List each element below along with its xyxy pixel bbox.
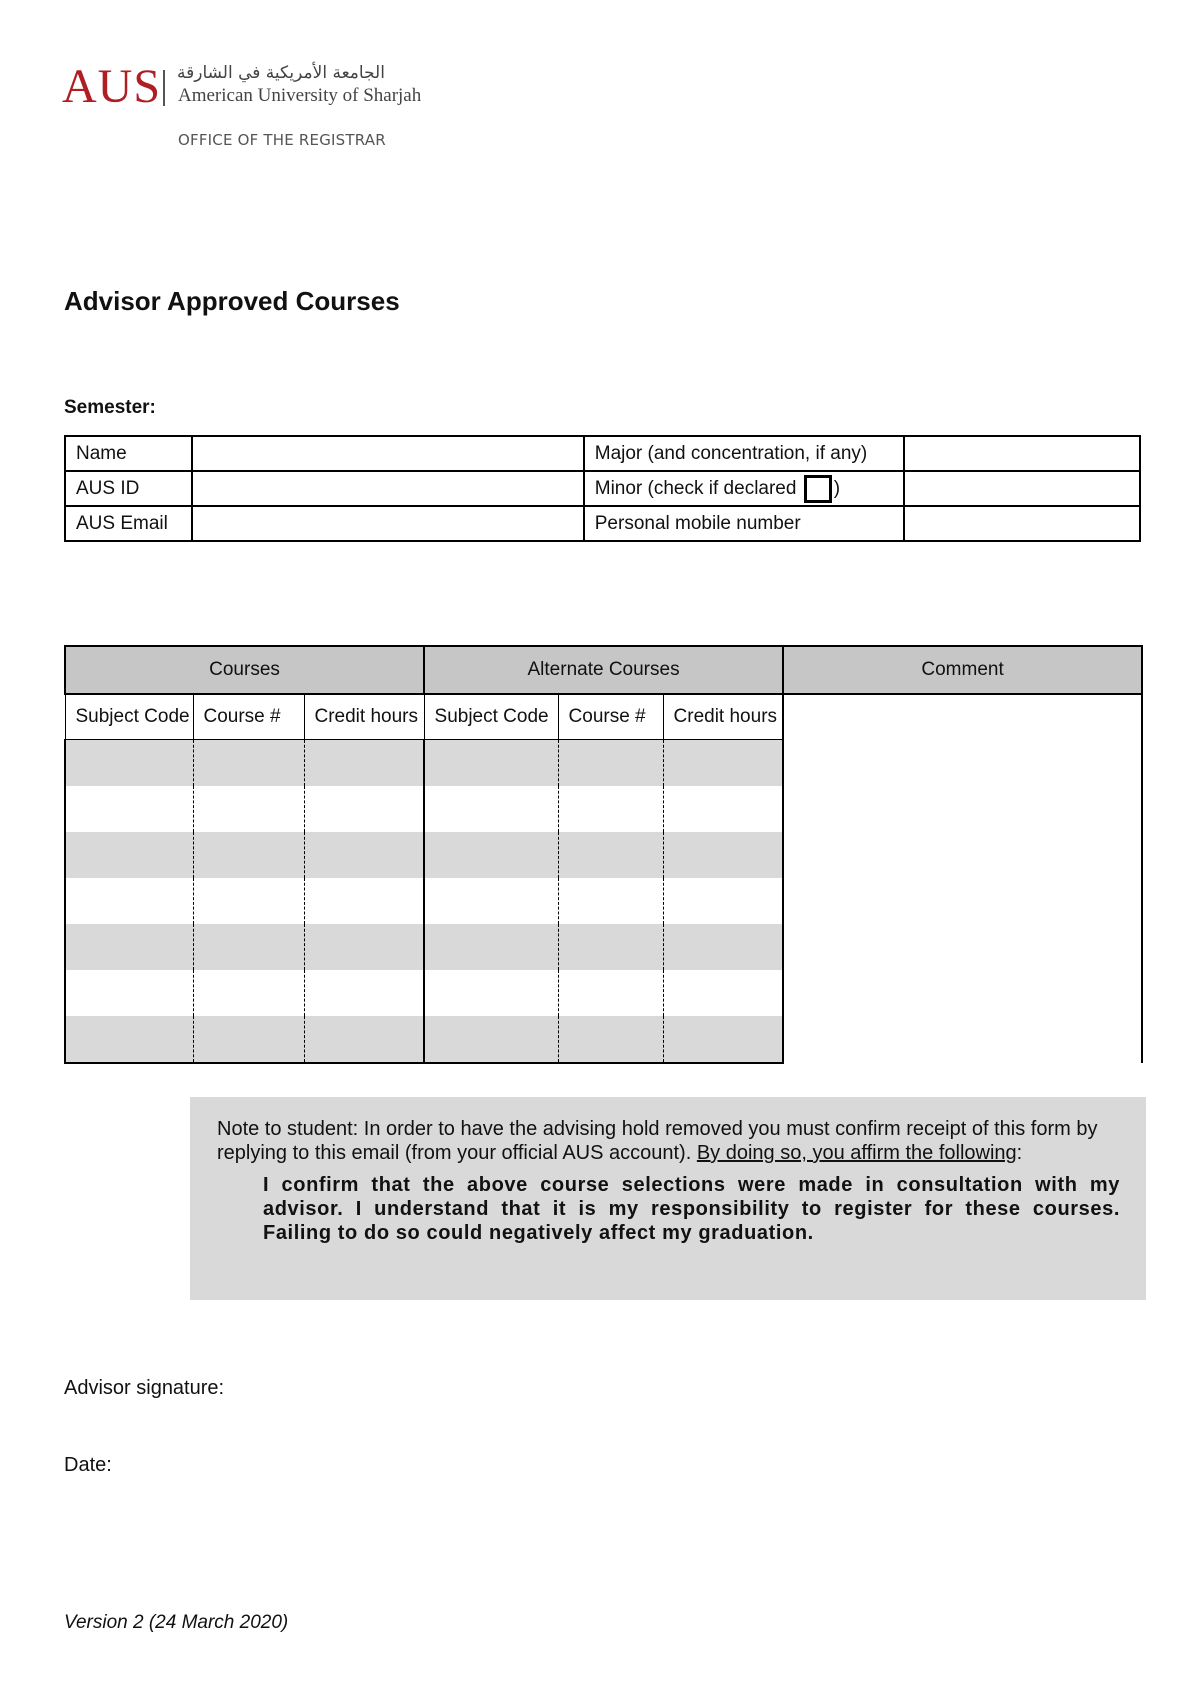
credit-hours-cell[interactable] xyxy=(304,740,424,787)
comment-group-header: Comment xyxy=(783,646,1142,694)
name-label: Name xyxy=(65,436,192,471)
advisor-signature-label: Advisor signature: xyxy=(64,1377,225,1399)
minor-label-close: ) xyxy=(833,477,841,499)
minor-declared-checkbox[interactable] xyxy=(804,475,832,503)
affirmation-statement: I confirm that the above course selections were made in consultation with my advisor. I understand that it is my responsibility to register for these courses. Failing to do so could negatively affect my graduation. xyxy=(263,1174,1120,1244)
name-field[interactable] xyxy=(192,436,584,471)
course-number-cell[interactable] xyxy=(193,1016,304,1063)
note-colon: : xyxy=(1016,1142,1023,1164)
col-alt-credit-hours: Credit hours xyxy=(663,694,783,740)
col-alt-course-number: Course # xyxy=(558,694,663,740)
col-alt-subject-code: Subject Code xyxy=(424,694,558,740)
col-credit-hours: Credit hours xyxy=(304,694,424,740)
alt-credit-hours-cell[interactable] xyxy=(663,878,783,924)
note-underlined: By doing so, you affirm the following xyxy=(696,1142,1017,1164)
alt-course-number-cell[interactable] xyxy=(558,786,663,832)
major-field[interactable] xyxy=(904,436,1140,471)
course-number-cell[interactable] xyxy=(193,786,304,832)
note-intro: Note to student: In order to have the advising hold removed you must confirm receipt of this form by replying to this email (from your official AUS account). xyxy=(217,1118,1098,1164)
column-header-row xyxy=(65,694,1142,740)
aus-id-field[interactable] xyxy=(192,471,584,506)
minor-label: Minor (check if declared xyxy=(594,477,797,499)
alt-credit-hours-cell[interactable] xyxy=(663,1016,783,1063)
courses-group-header: Courses xyxy=(65,646,424,694)
col-course-number: Course # xyxy=(193,694,304,740)
subject-code-cell[interactable] xyxy=(65,1016,193,1063)
col-subject-code: Subject Code xyxy=(65,694,193,740)
alt-course-number-cell[interactable] xyxy=(558,740,663,787)
note-intro-paragraph xyxy=(217,1117,1120,1165)
comment-field[interactable] xyxy=(783,694,1142,1063)
course-number-cell[interactable] xyxy=(193,832,304,878)
logo-divider xyxy=(163,70,165,106)
credit-hours-cell[interactable] xyxy=(304,924,424,970)
course-number-cell[interactable] xyxy=(193,740,304,787)
credit-hours-cell[interactable] xyxy=(304,878,424,924)
logo-arabic-name: الجامعة الأمريكية في الشارقة xyxy=(177,63,385,83)
credit-hours-cell[interactable] xyxy=(304,1016,424,1063)
student-note-box xyxy=(190,1097,1146,1300)
alternate-courses-group-header: Alternate Courses xyxy=(424,646,783,694)
subject-code-cell[interactable] xyxy=(65,924,193,970)
alt-subject-code-cell[interactable] xyxy=(424,924,558,970)
subject-code-cell[interactable] xyxy=(65,786,193,832)
minor-field[interactable] xyxy=(904,471,1140,506)
subject-code-cell[interactable] xyxy=(65,878,193,924)
subject-code-cell[interactable] xyxy=(65,740,193,787)
alt-course-number-cell[interactable] xyxy=(558,924,663,970)
subject-code-cell[interactable] xyxy=(65,832,193,878)
info-row xyxy=(65,471,1140,506)
group-header-row xyxy=(65,646,1142,694)
minor-label-cell xyxy=(584,471,904,506)
date-label: Date: xyxy=(64,1454,112,1476)
student-info-table xyxy=(64,435,1141,542)
courses-table xyxy=(64,645,1143,1064)
course-number-cell[interactable] xyxy=(193,924,304,970)
alt-subject-code-cell[interactable] xyxy=(424,1016,558,1063)
alt-subject-code-cell[interactable] xyxy=(424,832,558,878)
alt-course-number-cell[interactable] xyxy=(558,970,663,1016)
mobile-label: Personal mobile number xyxy=(584,506,904,541)
form-title: Advisor Approved Courses xyxy=(64,286,400,316)
course-number-cell[interactable] xyxy=(193,878,304,924)
alt-credit-hours-cell[interactable] xyxy=(663,740,783,787)
alt-course-number-cell[interactable] xyxy=(558,878,663,924)
mobile-field[interactable] xyxy=(904,506,1140,541)
logo-abbreviation: AUS xyxy=(62,60,162,113)
alt-subject-code-cell[interactable] xyxy=(424,878,558,924)
alt-subject-code-cell[interactable] xyxy=(424,786,558,832)
alt-subject-code-cell[interactable] xyxy=(424,970,558,1016)
alt-course-number-cell[interactable] xyxy=(558,832,663,878)
info-row xyxy=(65,506,1140,541)
aus-email-field[interactable] xyxy=(192,506,584,541)
info-row xyxy=(65,436,1140,471)
subject-code-cell[interactable] xyxy=(65,970,193,1016)
credit-hours-cell[interactable] xyxy=(304,832,424,878)
alt-course-number-cell[interactable] xyxy=(558,1016,663,1063)
office-name: OFFICE OF THE REGISTRAR xyxy=(178,131,386,149)
major-label: Major (and concentration, if any) xyxy=(584,436,904,471)
semester-label: Semester: xyxy=(64,397,156,418)
aus-id-label: AUS ID xyxy=(65,471,192,506)
course-number-cell[interactable] xyxy=(193,970,304,1016)
university-logo xyxy=(62,60,442,160)
alt-credit-hours-cell[interactable] xyxy=(663,832,783,878)
alt-subject-code-cell[interactable] xyxy=(424,740,558,787)
aus-email-label: AUS Email xyxy=(65,506,192,541)
alt-credit-hours-cell[interactable] xyxy=(663,924,783,970)
credit-hours-cell[interactable] xyxy=(304,970,424,1016)
version-text: Version 2 (24 March 2020) xyxy=(64,1612,289,1633)
alt-credit-hours-cell[interactable] xyxy=(663,786,783,832)
alt-credit-hours-cell[interactable] xyxy=(663,970,783,1016)
credit-hours-cell[interactable] xyxy=(304,786,424,832)
logo-english-name: American University of Sharjah xyxy=(178,85,422,106)
